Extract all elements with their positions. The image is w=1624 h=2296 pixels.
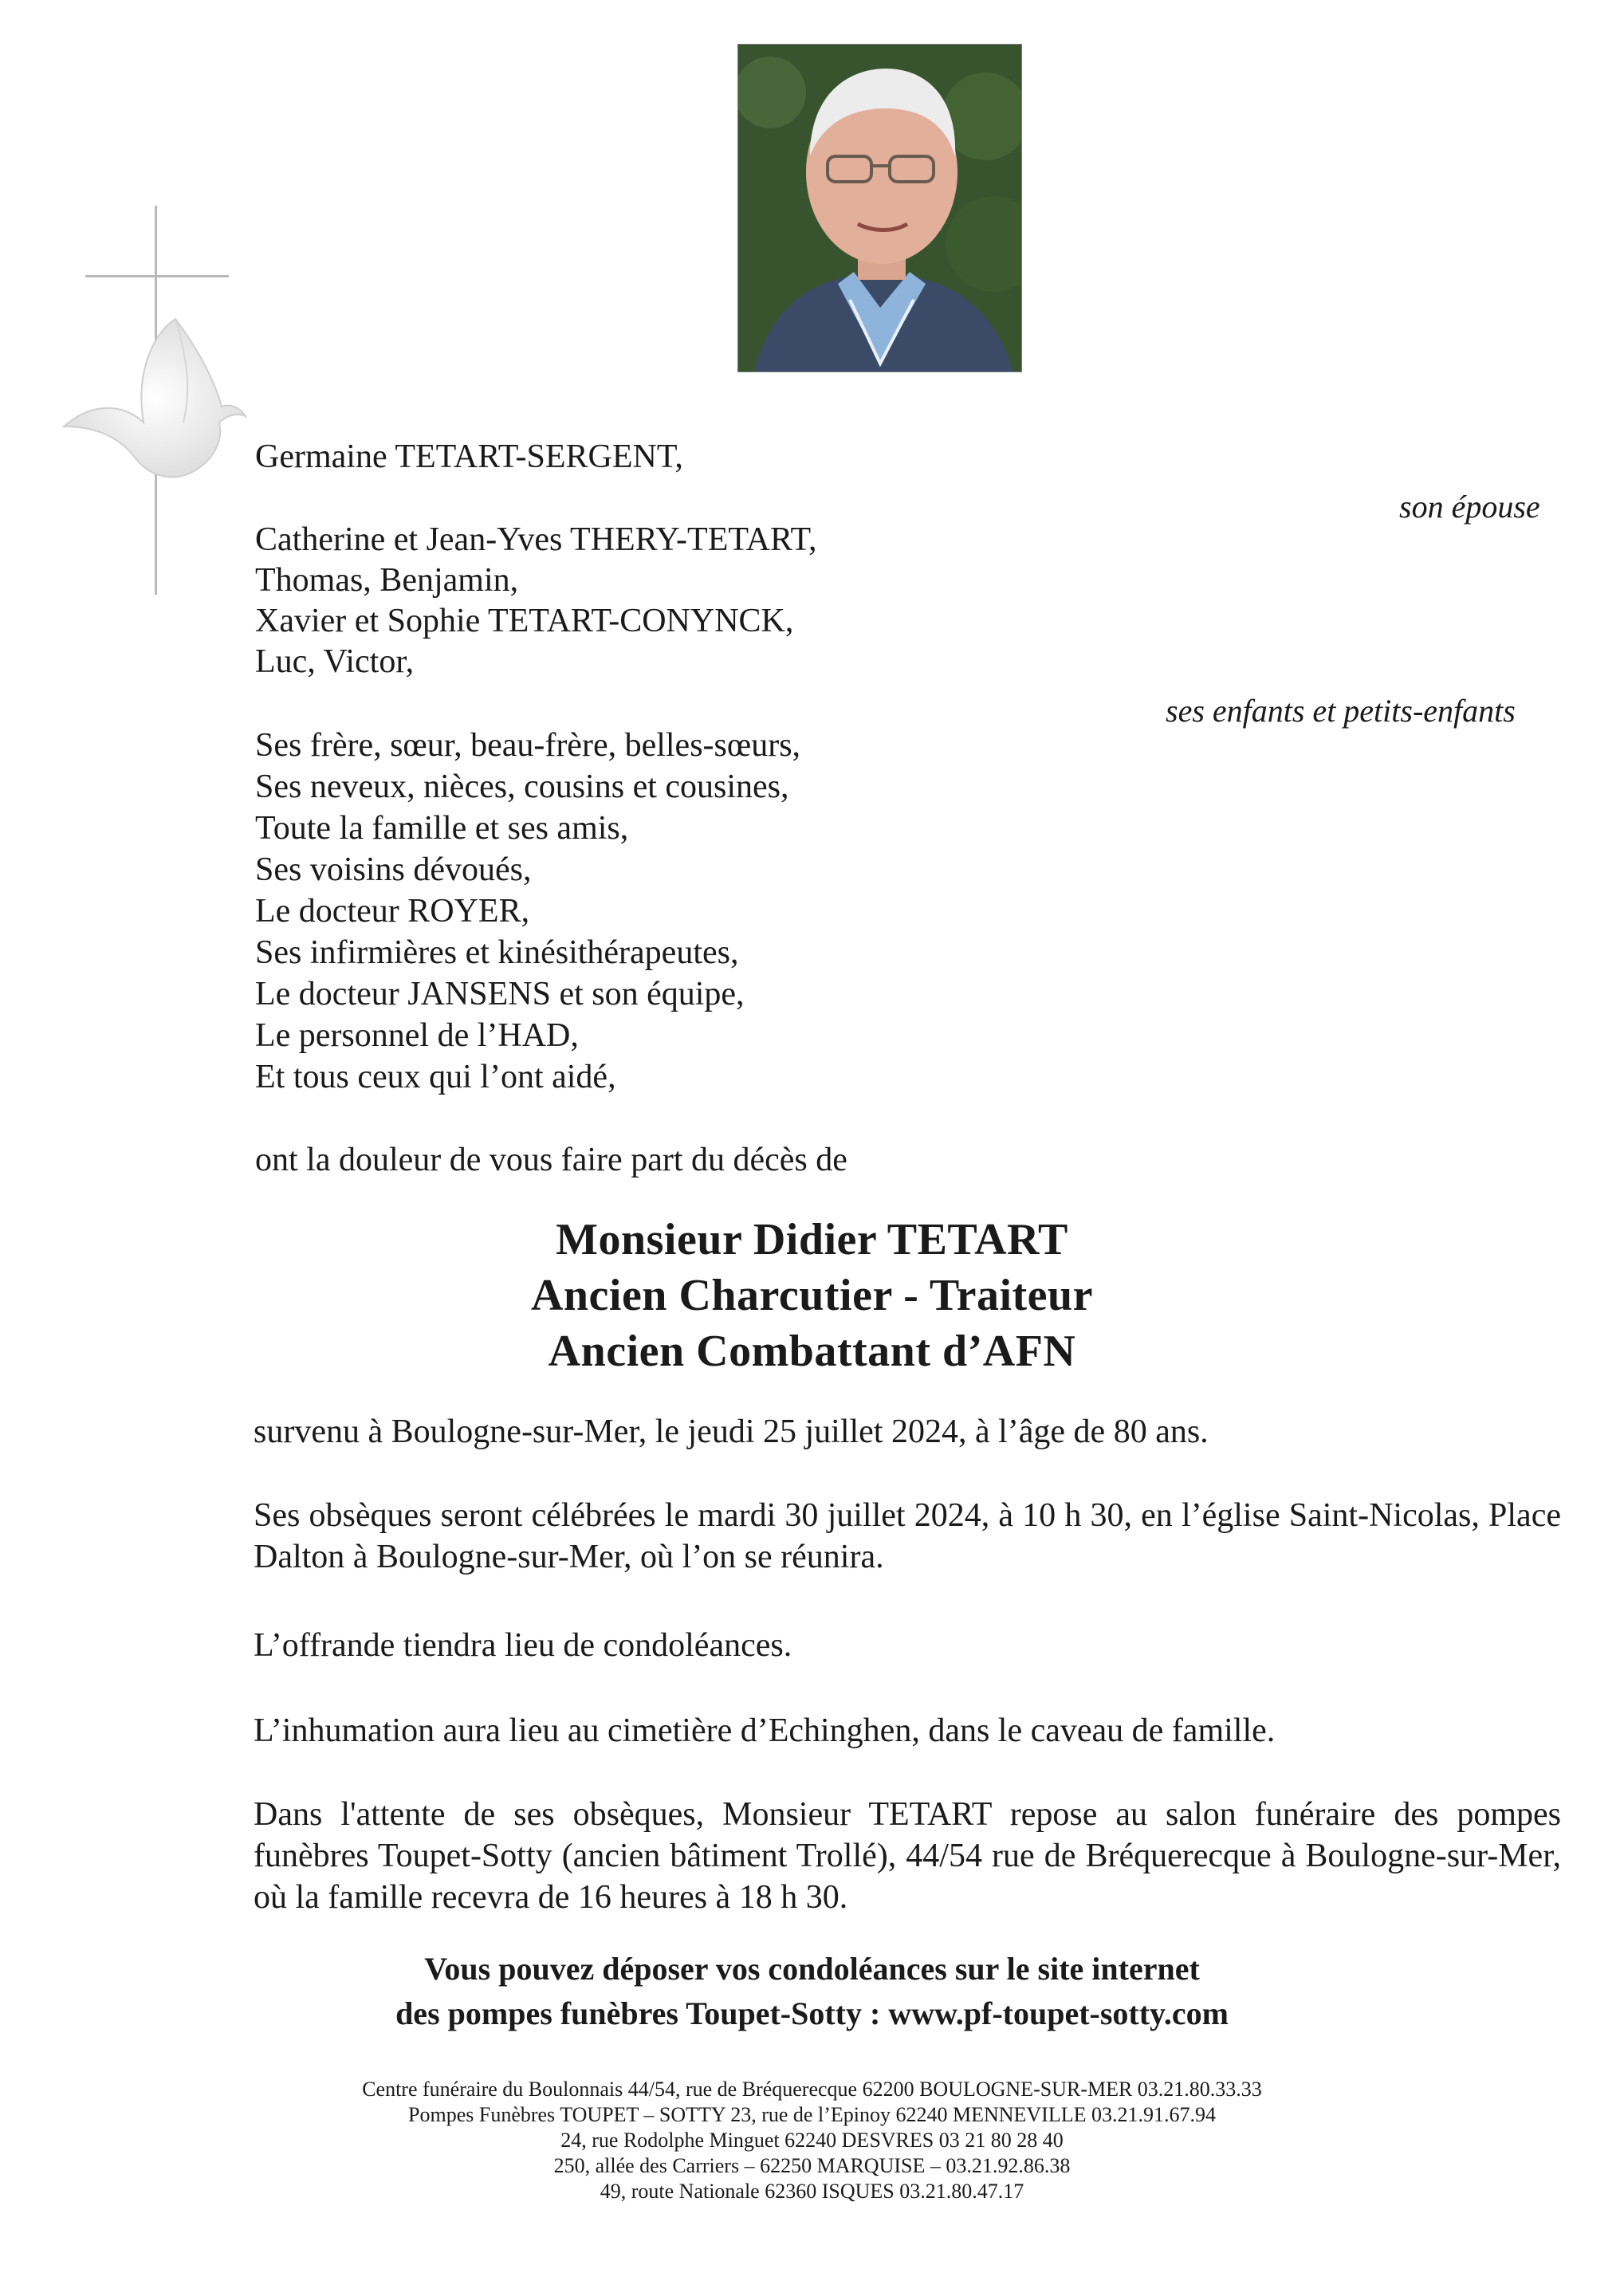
announcement-text: ont la douleur de vous faire part du décès de — [255, 1142, 847, 1178]
children-line: Luc, Victor, — [255, 643, 415, 680]
viewing-info — [254, 1794, 1561, 1918]
offering-info — [254, 1625, 1561, 1666]
burial-info — [254, 1710, 1561, 1751]
footer-line: 250, allée des Carriers – 62250 MARQUISE – 03.21.92.86.38 — [553, 2154, 1071, 2177]
family-line: Et tous ceux qui l’ont aidé, — [255, 1059, 616, 1095]
spouse-name: Germaine TETART-SERGENT, — [255, 438, 683, 475]
deceased-title: Ancien Charcutier - Traiteur — [530, 1271, 1094, 1320]
family-line: Le docteur ROYER, — [255, 893, 530, 930]
footer-line: Pompes Funèbres TOUPET – SOTTY 23, rue de l’Epinoy 62240 MENNEVILLE 03.21.91.67.94 — [408, 2103, 1216, 2126]
family-line: Le personnel de l’HAD, — [255, 1017, 579, 1054]
children-role: ses enfants et petits-enfants — [1166, 693, 1516, 729]
portrait-photo — [737, 44, 1022, 372]
deceased-name: Monsieur Didier TETART — [556, 1215, 1068, 1264]
funeral-info-text: Ses obsèques seront célébrées le mardi 30 juillet 2024, à 10 h 30, en l’église Saint-Nicolas, Place Dalton à Boulogne-sur-Mer, où l’on se réunira. — [254, 1497, 1561, 1575]
children-line: Thomas, Benjamin, — [255, 562, 519, 599]
condolences-block — [0, 1947, 1624, 2036]
funeral-info — [254, 1495, 1561, 1578]
family-line: Ses frère, sœur, beau-frère, belles-sœurs, — [255, 727, 801, 764]
cross-horizontal-bar — [85, 275, 229, 277]
condolences-line: Vous pouvez déposer vos condoléances sur le site internet — [424, 1951, 1200, 1987]
death-info — [254, 1411, 1561, 1453]
spouse-role: son épouse — [1399, 489, 1540, 525]
viewing-text: Dans l'attente de ses obsèques, Monsieur TETART repose au salon funéraire des pompes funèbres Toupet-Sotty (ancien bâtiment Trollé), 44/54 rue de Bréquerecque à Boulogne-sur-Mer, où la famille recevra de 16 heures à 18 h 30. — [254, 1796, 1561, 1916]
death-info-text: survenu à Boulogne-sur-Mer, le jeudi 25 juillet 2024, à l’âge de 80 ans. — [254, 1413, 1209, 1450]
offering-text: L’offrande tiendra lieu de condoléances. — [254, 1627, 792, 1664]
footer-line: 49, route Nationale 62360 ISQUES 03.21.80.47.17 — [600, 2180, 1024, 2203]
footer-contacts — [0, 2077, 1624, 2204]
family-line: Ses neveux, nièces, cousins et cousines, — [255, 769, 789, 805]
family-line: Ses infirmières et kinésithérapeutes, — [255, 934, 739, 971]
family-line: Ses voisins dévoués, — [255, 851, 532, 888]
family-line: Toute la famille et ses amis, — [255, 810, 629, 847]
footer-line: 24, rue Rodolphe Minguet 62240 DESVRES 03 21 80 28 40 — [560, 2129, 1064, 2152]
condolences-line-website: des pompes funèbres Toupet-Sotty : www.pf-toupet-sotty.com — [395, 1995, 1229, 2031]
burial-text: L’inhumation aura lieu au cimetière d’Echinghen, dans le caveau de famille. — [254, 1712, 1276, 1749]
children-line: Xavier et Sophie TETART-CONYNCK, — [255, 603, 794, 639]
children-line: Catherine et Jean-Yves THERY-TETART, — [255, 521, 817, 558]
dove-icon — [56, 287, 247, 526]
footer-line: Centre funéraire du Boulonnais 44/54, rue de Bréquerecque 62200 BOULOGNE-SUR-MER 03.21.80.33.33 — [362, 2078, 1262, 2101]
deceased-title: Ancien Combattant d’AFN — [548, 1327, 1076, 1376]
deceased-block — [0, 1212, 1624, 1379]
family-line: Le docteur JANSENS et son équipe, — [255, 976, 745, 1012]
